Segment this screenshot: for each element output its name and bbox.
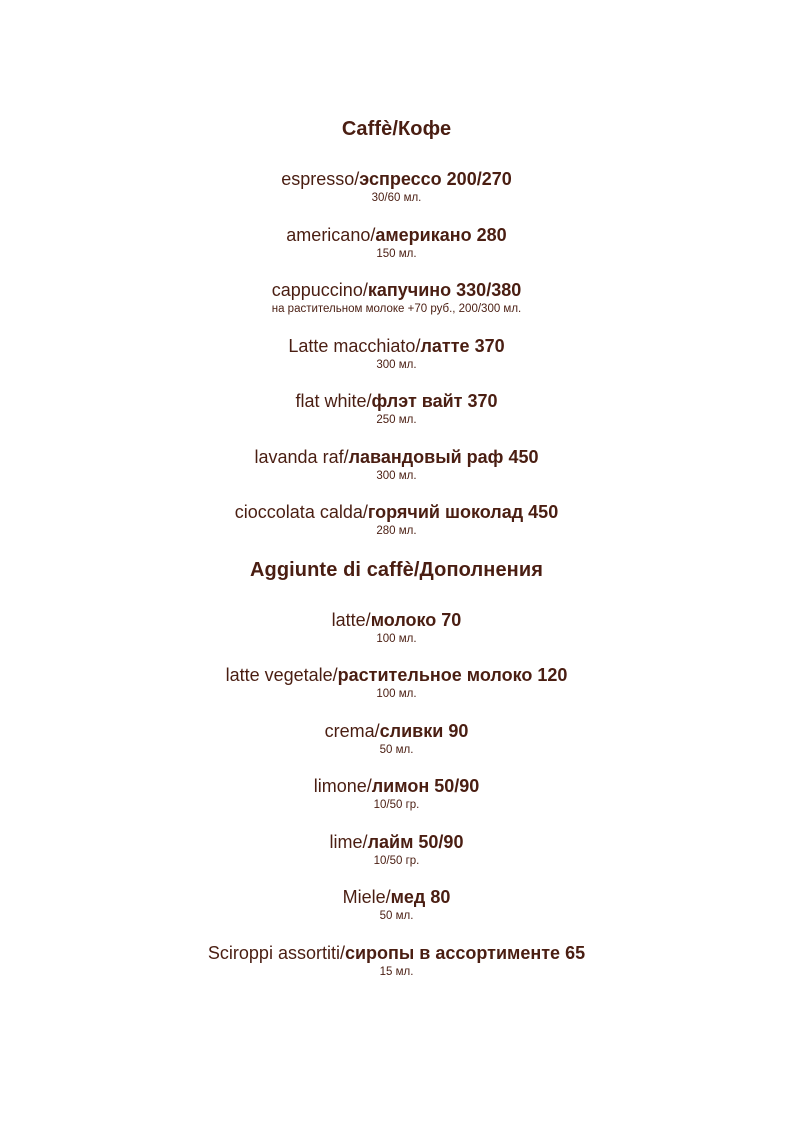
item-price: 90 xyxy=(448,721,469,741)
menu-item-latte xyxy=(0,609,793,646)
item-name-it: Miele/ xyxy=(342,887,391,907)
item-name-ru: эспрессо xyxy=(359,169,442,189)
menu-item-crema xyxy=(0,720,793,757)
item-note: 50 мл. xyxy=(379,910,414,922)
menu-item-espresso xyxy=(0,168,793,205)
item-name-it: Latte macchiato/ xyxy=(288,336,421,356)
item-price: 70 xyxy=(441,610,462,630)
item-note: 100 мл. xyxy=(376,688,417,700)
item-note: 300 мл. xyxy=(376,470,417,482)
item-price: 330/380 xyxy=(456,280,522,300)
item-note: 300 мл. xyxy=(376,359,417,371)
section-title-caffe: Caffè/Кофе xyxy=(341,118,452,140)
menu-item-sciroppi xyxy=(0,942,793,979)
item-name-it: cappuccino/ xyxy=(271,280,368,300)
item-name-ru: горячий шоколад xyxy=(367,502,524,522)
item-name-it: americano/ xyxy=(286,225,376,245)
item-note: 100 мл. xyxy=(376,633,417,645)
item-name-ru: сливки xyxy=(379,721,444,741)
item-name-it: crema/ xyxy=(324,721,380,741)
item-name-ru: растительное молоко xyxy=(337,665,533,685)
item-price: 80 xyxy=(430,887,451,907)
item-price: 450 xyxy=(508,447,539,467)
item-note: 280 мл. xyxy=(376,525,417,537)
item-note: 30/60 мл. xyxy=(371,192,422,204)
item-name-it: lime/ xyxy=(329,832,368,852)
item-price: 370 xyxy=(474,336,505,356)
item-price: 50/90 xyxy=(418,832,464,852)
item-name-it: cioccolata calda/ xyxy=(234,502,368,522)
item-name-ru: молоко xyxy=(370,610,437,630)
item-note: 10/50 гр. xyxy=(373,799,420,811)
item-name-it: flat white/ xyxy=(295,391,372,411)
menu-item-latte-macchiato xyxy=(0,335,793,372)
item-name-ru: флэт вайт xyxy=(371,391,463,411)
item-name-ru: латте xyxy=(420,336,470,356)
menu-item-miele xyxy=(0,886,793,923)
item-price: 50/90 xyxy=(434,776,480,796)
menu-item-cioccolata-calda xyxy=(0,501,793,538)
item-price: 450 xyxy=(528,502,559,522)
item-note: 15 мл. xyxy=(379,966,414,978)
menu-item-americano xyxy=(0,224,793,261)
item-note: 50 мл. xyxy=(379,744,414,756)
item-name-ru: лимон xyxy=(371,776,430,796)
item-name-it: espresso/ xyxy=(281,169,360,189)
item-price: 120 xyxy=(537,665,568,685)
item-note: 10/50 гр. xyxy=(373,855,420,867)
item-name-it: latte/ xyxy=(331,610,371,630)
item-note: 250 мл. xyxy=(376,414,417,426)
item-price: 200/270 xyxy=(446,169,512,189)
item-name-it: latte vegetale/ xyxy=(225,665,338,685)
menu-item-latte-vegetale xyxy=(0,664,793,701)
menu-item-limone xyxy=(0,775,793,812)
section-title-aggiunte: Aggiunte di caffè/Дополнения xyxy=(249,559,544,581)
menu-item-cappuccino xyxy=(0,279,793,316)
menu-item-lavanda-raf xyxy=(0,446,793,483)
item-price: 370 xyxy=(467,391,498,411)
item-name-ru: мед xyxy=(390,887,426,907)
item-name-it: lavanda raf/ xyxy=(254,447,349,467)
item-name-it: Sciroppi assortiti/ xyxy=(207,943,345,963)
item-price: 65 xyxy=(565,943,586,963)
item-name-ru: лавандовый раф xyxy=(348,447,504,467)
item-note: на растительном молоке +70 руб., 200/300 мл. xyxy=(271,303,522,315)
item-name-ru: американо xyxy=(375,225,472,245)
menu-item-flat-white xyxy=(0,390,793,427)
item-price: 280 xyxy=(476,225,507,245)
item-name-ru: лайм xyxy=(367,832,414,852)
item-name-ru: капучино xyxy=(367,280,452,300)
item-note: 150 мл. xyxy=(376,248,417,260)
menu-item-lime xyxy=(0,831,793,868)
item-name-it: limone/ xyxy=(313,776,372,796)
item-name-ru: сиропы в ассортименте xyxy=(344,943,561,963)
